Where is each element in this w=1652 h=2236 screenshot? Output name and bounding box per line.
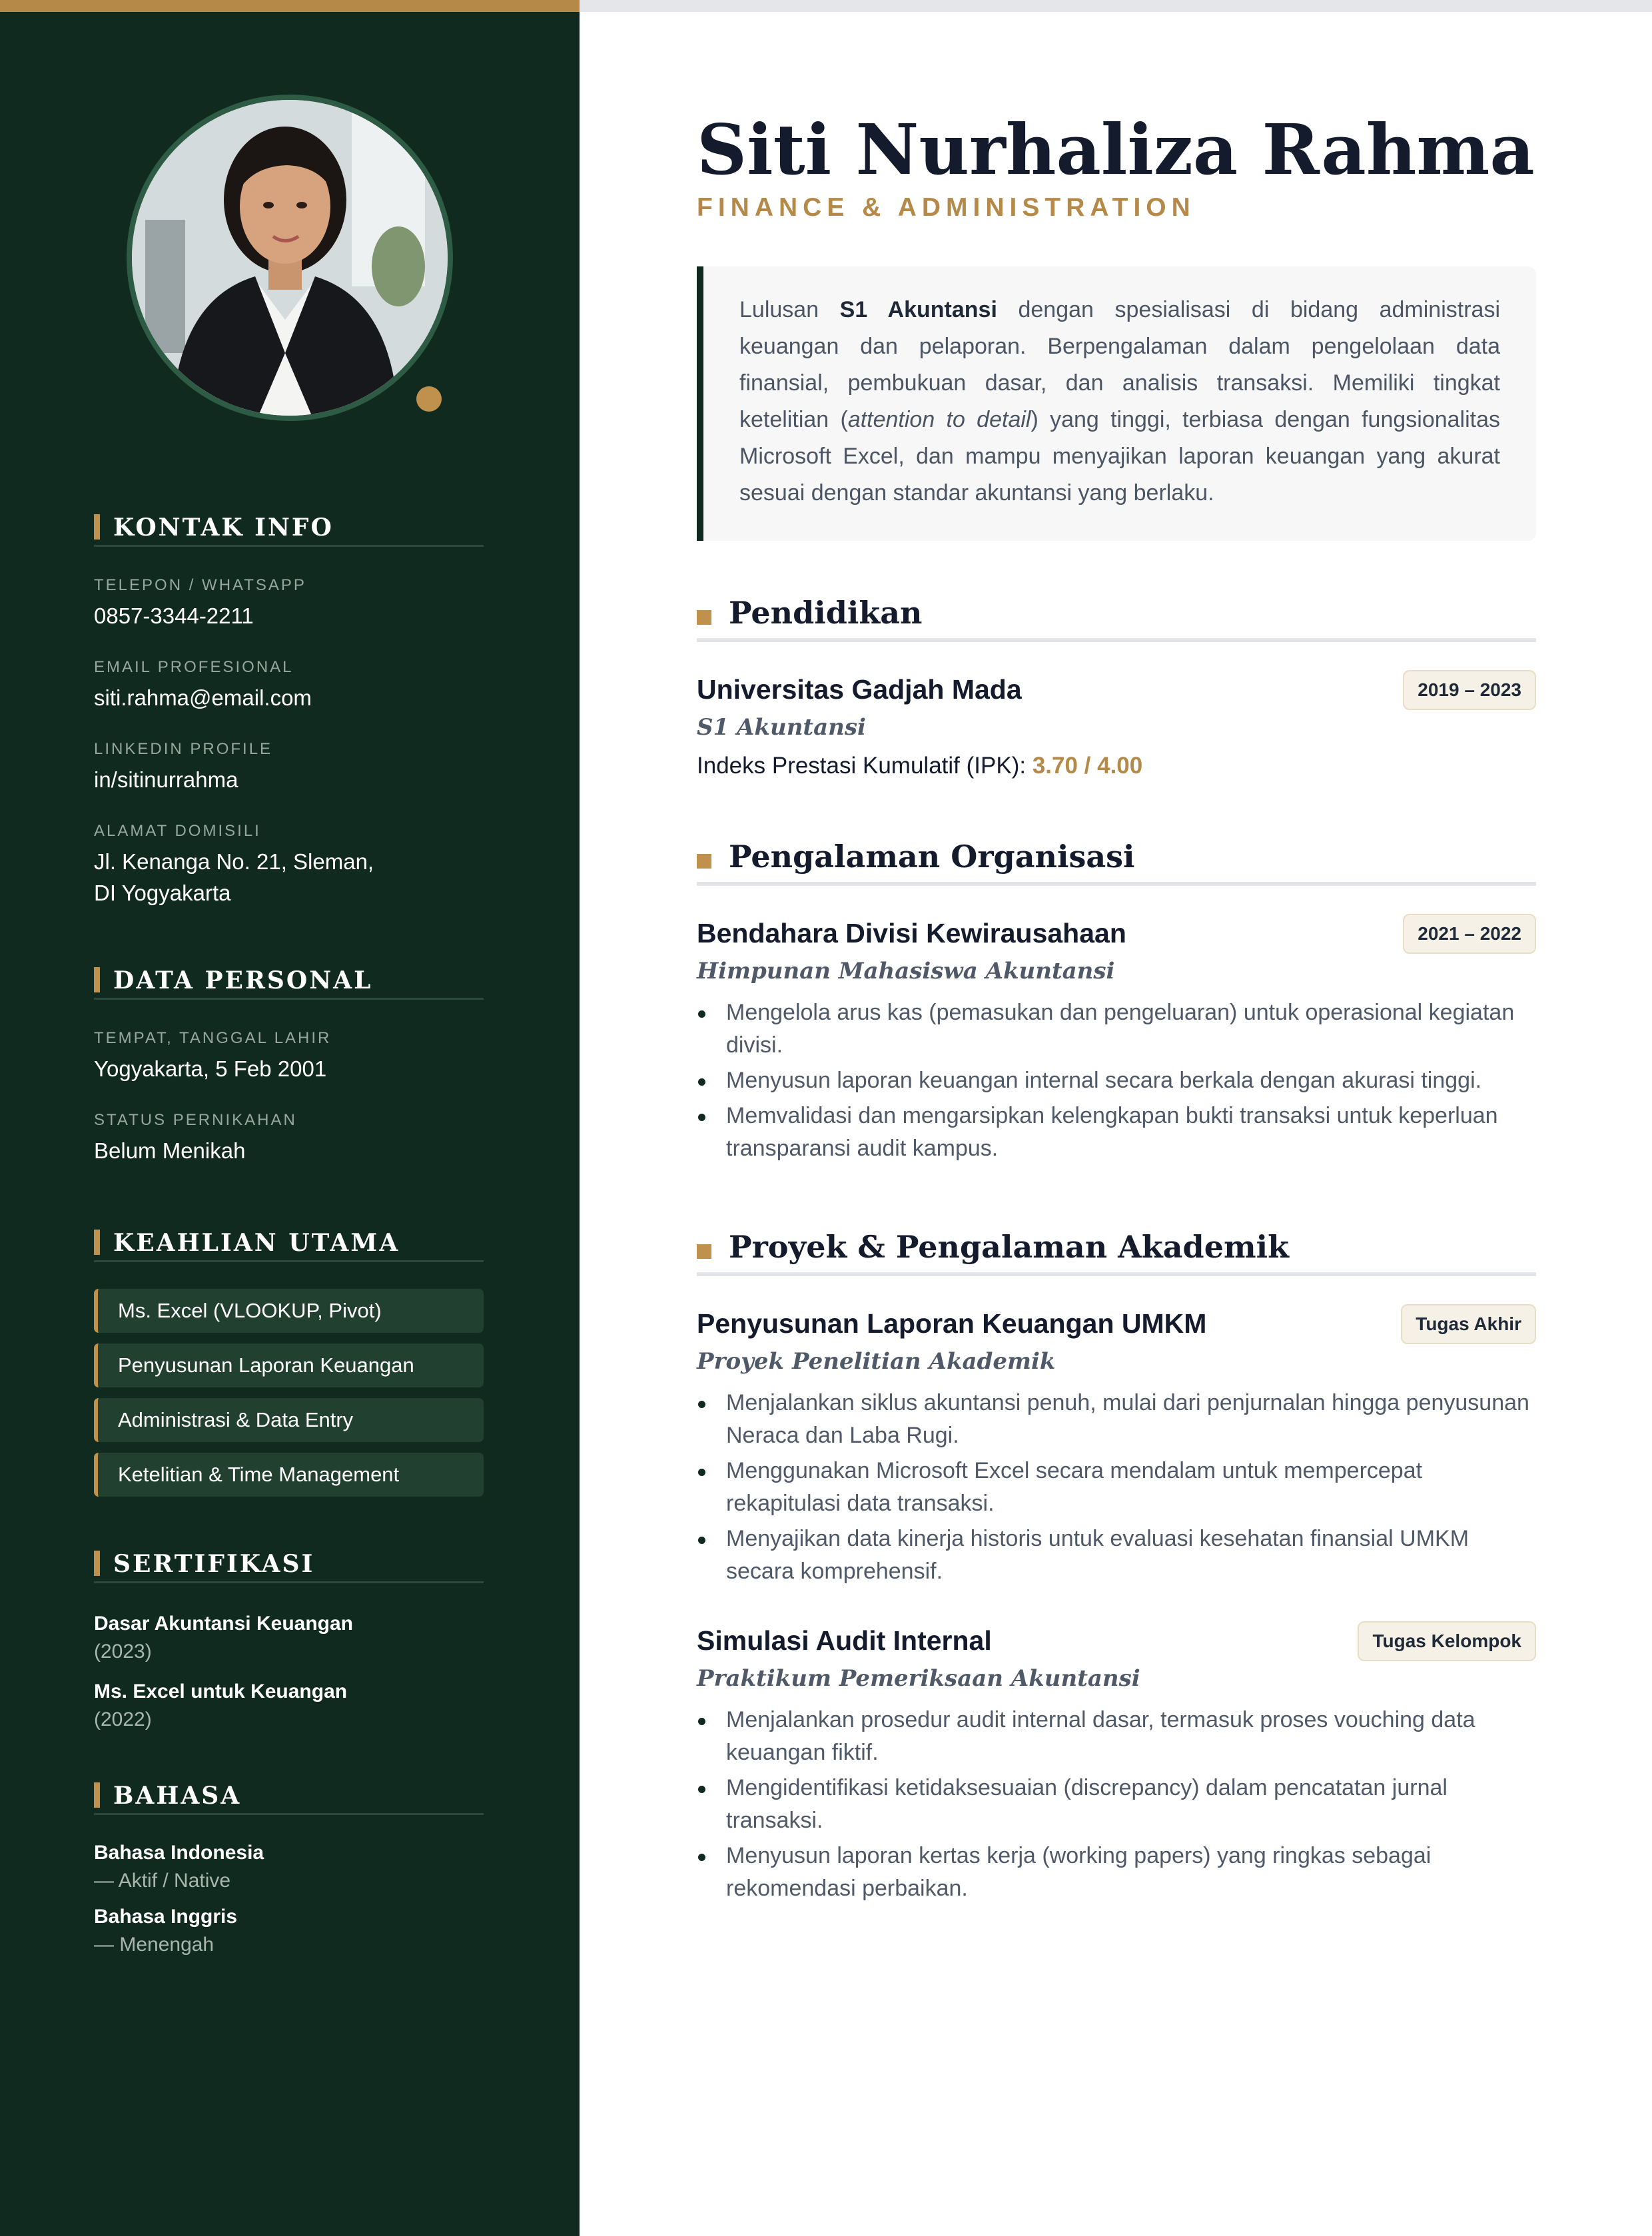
phone-label: TELEPON / WHATSAPP: [94, 576, 306, 594]
address-label: ALAMAT DOMISILI: [94, 822, 261, 840]
education-heading: Pendidikan: [697, 593, 1536, 642]
email-value: siti.rahma@email.com: [94, 685, 312, 710]
projects-section: [697, 1227, 1536, 1908]
gpa-line: [697, 747, 1536, 785]
bullet-item: Menjalankan siklus akuntansi penuh, mulai dari penjurnalan hingga penyusunan Neraca dan Laba Rugi.: [697, 1387, 1536, 1452]
organization-bullets: [697, 996, 1536, 1165]
sidebar: [0, 12, 580, 2236]
linkedin-value: in/sitinurrahma: [94, 767, 238, 792]
project-bullets: [697, 1704, 1536, 1905]
position-title: Bendahara Divisi Kewirausahaan: [697, 918, 1126, 948]
bullet-item: Mengelola arus kas (pemasukan dan pengeluaran) untuk operasional kegiatan divisi.: [697, 996, 1536, 1062]
summary-part: ) yang tinggi, terbiasa dengan fungsionalitas Microsoft Excel, dan mampu menyajikan laporan keuangan yang akurat sesuai dengan standar akuntansi yang berlaku.: [739, 407, 1501, 506]
bullet-item: Menyusun laporan kertas kerja (working papers) yang ringkas sebagai rekomendasi perbaikan.: [697, 1840, 1536, 1905]
summary-part: Lulusan: [739, 297, 840, 322]
bullet-item: Menyajikan data kinerja historis untuk evaluasi kesehatan finansial UMKM secara komprehensif.: [697, 1523, 1536, 1588]
skills-section: [94, 1226, 484, 1497]
birth-label: TEMPAT, TANGGAL LAHIR: [94, 1029, 332, 1047]
certification-year: (2023): [94, 1641, 152, 1663]
marital-label: STATUS PERNIKAHAN: [94, 1111, 297, 1129]
organization-section: [697, 837, 1536, 1168]
certification-title: Ms. Excel untuk Keuangan: [94, 1680, 348, 1702]
contact-section: [94, 510, 484, 909]
project-subtitle: Proyek Penelitian Akademik: [697, 1348, 1056, 1375]
phone-value: 0857-3344-2211: [94, 603, 254, 628]
email-label: EMAIL PROFESIONAL: [94, 658, 294, 676]
bullet-item: Menjalankan prosedur audit internal dasar, termasuk proses vouching data keuangan fiktif.: [697, 1704, 1536, 1769]
project-badge: Tugas Kelompok: [1358, 1621, 1536, 1661]
summary-part: dengan spesialisasi di bidang administrasi keuangan dan pelaporan. Berpengalaman dalam pengelolaan data finansial, pembukuan dasar, dan analisis transaksi. Memiliki tingkat ketelitian (: [739, 297, 1500, 432]
candidate-name: Siti Nurhaliza Rahma: [697, 109, 1535, 190]
degree-name: S1 Akuntansi: [697, 714, 866, 741]
project-badge: Tugas Akhir: [1401, 1304, 1536, 1344]
top-accent-bar-grey: [580, 0, 1652, 12]
certifications-section: [94, 1547, 484, 1734]
skill-item: Penyusunan Laporan Keuangan: [94, 1343, 484, 1387]
bullet-item: Memvalidasi dan mengarsipkan kelengkapan bukti transaksi untuk keperluan transparansi audit kampus.: [697, 1100, 1536, 1165]
project-bullets: [697, 1387, 1536, 1588]
education-entry: [697, 670, 1536, 785]
language-name: Bahasa Indonesia: [94, 1842, 264, 1864]
personal-heading: DATA PERSONAL: [94, 963, 484, 1000]
profile-portrait-illustration: [132, 100, 448, 416]
address-line-1: Jl. Kenanga No. 21, Sleman,: [94, 849, 374, 874]
marital-value: Belum Menikah: [94, 1138, 246, 1163]
profile-photo: [127, 95, 453, 421]
project-title: Penyusunan Laporan Keuangan UMKM: [697, 1308, 1207, 1339]
skill-item: Administrasi & Data Entry: [94, 1398, 484, 1442]
skill-item: Ms. Excel (VLOOKUP, Pivot): [94, 1289, 484, 1333]
project-title: Simulasi Audit Internal: [697, 1625, 992, 1656]
candidate-role: FINANCE & ADMINISTRATION: [697, 193, 1196, 222]
top-accent-bar-gold: [0, 0, 580, 12]
language-level: — Aktif / Native: [94, 1870, 231, 1892]
language-level: — Menengah: [94, 1934, 214, 1956]
linkedin-label: LINKEDIN PROFILE: [94, 740, 273, 758]
summary-emphasis: attention to detail: [847, 407, 1031, 432]
gpa-label: Indeks Prestasi Kumulatif (IPK):: [697, 753, 1027, 779]
organization-name: Himpunan Mahasiswa Akuntansi: [697, 958, 1115, 984]
languages-section: [94, 1778, 484, 1959]
birth-value: Yogyakarta, 5 Feb 2001: [94, 1056, 327, 1081]
gpa-value: 3.70 / 4.00: [1032, 753, 1143, 779]
organization-years-badge: 2021 – 2022: [1403, 914, 1536, 954]
education-section: [697, 593, 1536, 785]
language-item: [94, 1839, 484, 1895]
organization-heading: Pengalaman Organisasi: [697, 837, 1536, 886]
certification-item: [94, 1678, 484, 1734]
skill-item: Ketelitian & Time Management: [94, 1453, 484, 1497]
organization-entry: [697, 914, 1536, 1165]
summary-text: [739, 292, 1500, 512]
certification-year: (2022): [94, 1708, 152, 1730]
language-name: Bahasa Inggris: [94, 1906, 238, 1928]
certifications-heading: SERTIFIKASI: [94, 1547, 484, 1583]
bullet-item: Menggunakan Microsoft Excel secara mendalam untuk mempercepat rekapitulasi data transaksi.: [697, 1455, 1536, 1520]
skills-heading: KEAHLIAN UTAMA: [94, 1226, 484, 1262]
bullet-item: Mengidentifikasi ketidaksesuaian (discrepancy) dalam pencatatan jurnal transaksi.: [697, 1772, 1536, 1837]
school-name: Universitas Gadjah Mada: [697, 674, 1022, 705]
bullet-item: Menyusun laporan keuangan internal secara berkala dengan akurasi tinggi.: [697, 1064, 1536, 1097]
decorative-dot: [416, 386, 442, 412]
project-subtitle: Praktikum Pemeriksaan Akuntansi: [697, 1665, 1140, 1692]
summary-box: [697, 266, 1536, 541]
address-line-2: DI Yogyakarta: [94, 881, 231, 905]
education-years-badge: 2019 – 2023: [1403, 670, 1536, 710]
contact-heading: KONTAK INFO: [94, 510, 484, 547]
projects-heading: Proyek & Pengalaman Akademik: [697, 1227, 1536, 1276]
certification-title: Dasar Akuntansi Keuangan: [94, 1613, 353, 1635]
project-entry: [697, 1621, 1536, 1905]
summary-degree: S1 Akuntansi: [839, 297, 997, 322]
languages-heading: BAHASA: [94, 1778, 484, 1815]
certification-item: [94, 1610, 484, 1666]
language-item: [94, 1903, 484, 1959]
project-entry: [697, 1304, 1536, 1588]
personal-section: [94, 963, 484, 1166]
